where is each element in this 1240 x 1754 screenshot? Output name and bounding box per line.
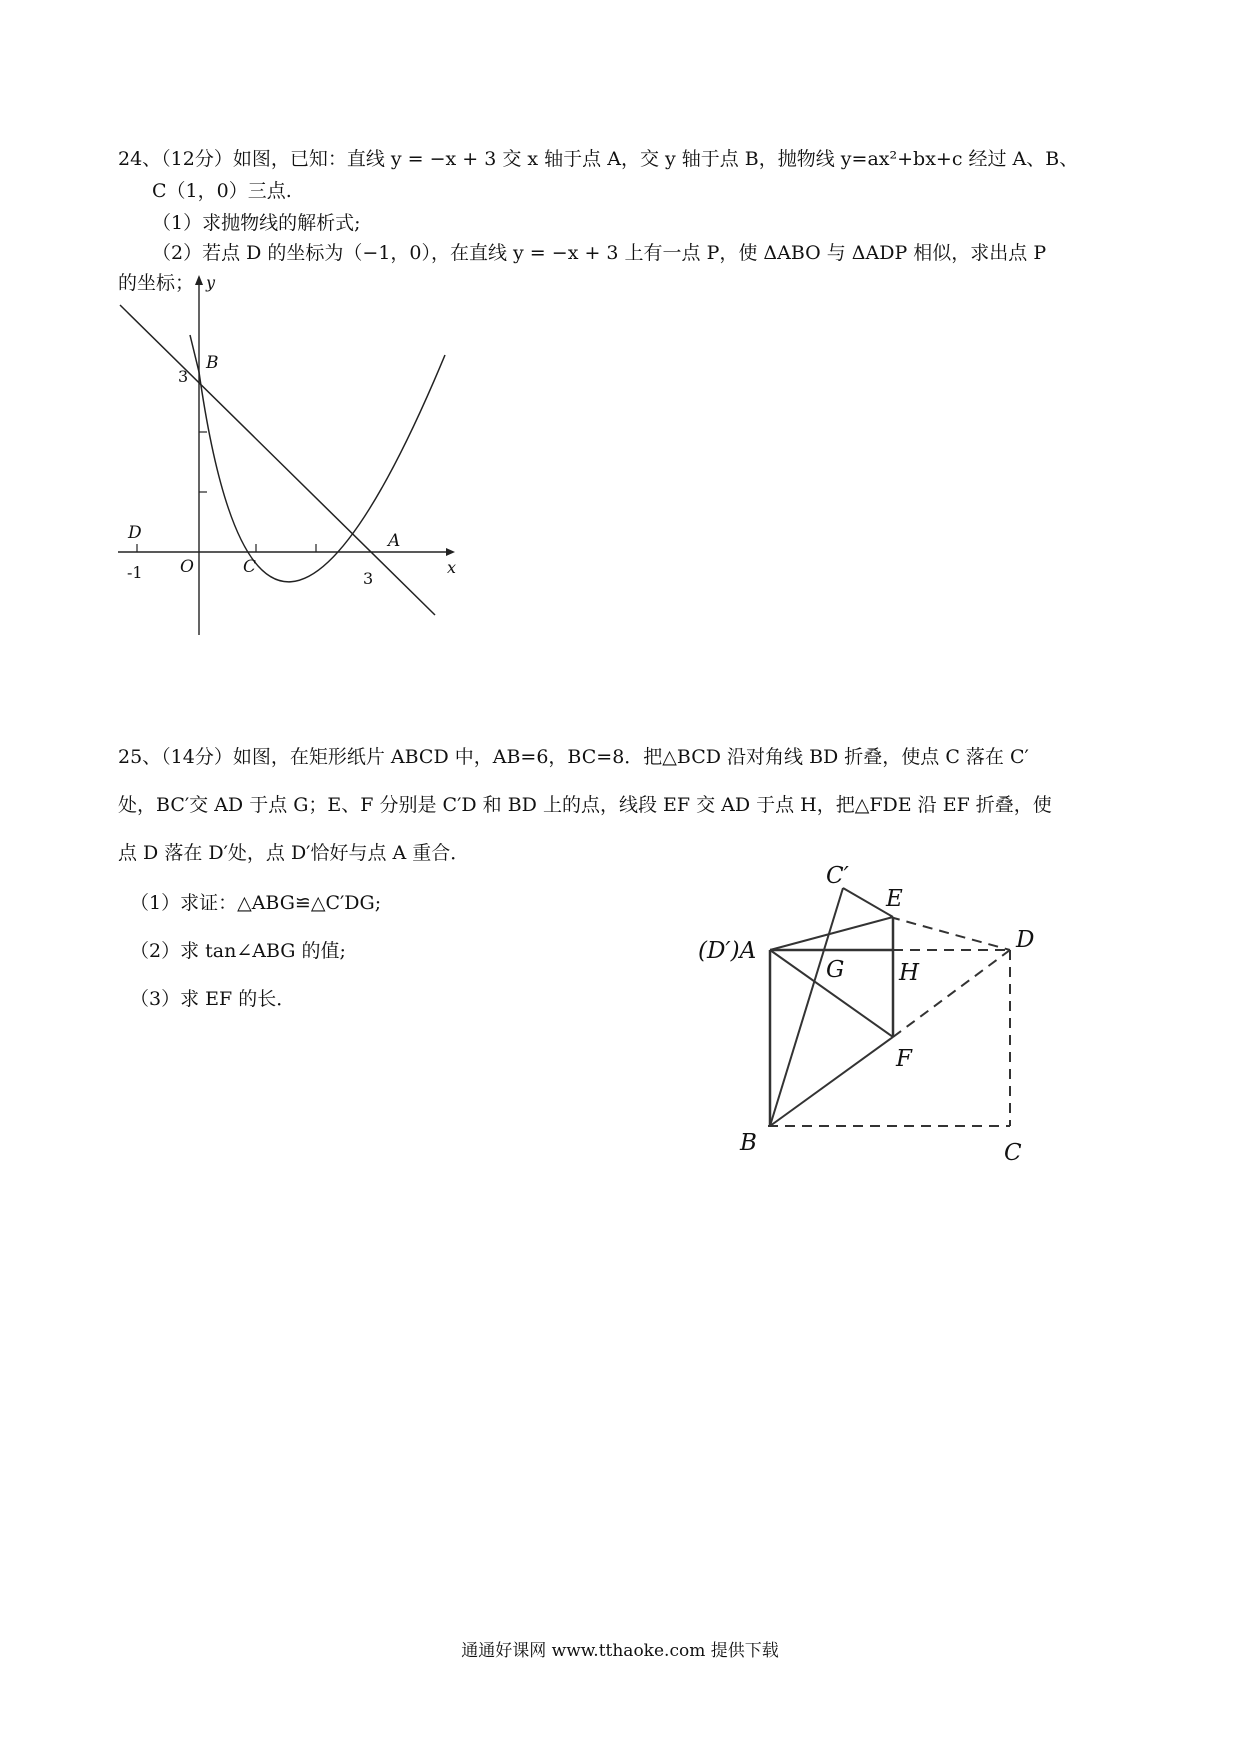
label-E: E: [886, 886, 903, 912]
label-y: y: [206, 273, 216, 292]
q25-part3: （3）求 EF 的长．: [130, 988, 296, 1010]
label-B: B: [740, 1130, 757, 1156]
label-D: D: [128, 523, 142, 543]
footer: 通通好课网 www.tthaoke.com 提供下载: [461, 1641, 779, 1661]
tick-3x: 3: [363, 569, 374, 588]
label-O: O: [180, 557, 194, 577]
q24-part2: （2）若点 D 的坐标为（−1，0），在直线 y = −x + 3 上有一点 P，使 ΔABO 与 ΔADP 相似，求出点 P: [152, 242, 1047, 264]
tick-3y: 3: [178, 367, 189, 386]
label-A: A: [388, 531, 401, 551]
seg-BF: [770, 1037, 893, 1126]
label-H: H: [899, 960, 920, 986]
q25-part2: （2）求 tan∠ABG 的值;: [130, 940, 346, 962]
q24-part1: （1）求抛物线的解析式;: [152, 212, 361, 234]
label-G: G: [826, 957, 845, 983]
q25-line1: 25、（14分）如图，在矩形纸片 ABCD 中，AB=6，BC=8．把△BCD 沿对角线 BD 折叠，使点 C 落在 C′: [118, 746, 1029, 768]
label-F: F: [896, 1046, 912, 1072]
q25-part1: （1）求证：△ABG≌△C′DG;: [130, 892, 382, 914]
label-C: C: [243, 557, 257, 577]
label-Cp: C′: [826, 863, 849, 889]
seg-AE: [770, 917, 893, 950]
label-C: C: [1004, 1140, 1022, 1166]
label-DpA: (D′)A: [698, 938, 757, 964]
q24-part2b: 的坐标；: [118, 272, 195, 294]
q24-line1: 24、（12分）如图，已知：直线 y = −x + 3 交 x 轴于点 A，交 y 轴于点 B，抛物线 y=ax²+bx+c 经过 A、B、: [118, 148, 1079, 170]
label-x: x: [447, 558, 457, 577]
seg-BCp: [770, 888, 843, 1126]
label-B: B: [206, 353, 219, 373]
q24-line2: C（1，0）三点.: [152, 180, 292, 202]
label-D: D: [1016, 927, 1035, 953]
q25-line3: 点 D 落在 D′处，点 D′恰好与点 A 重合．: [118, 842, 470, 864]
q25-line2: 处，BC′交 AD 于点 G；E、F 分别是 C′D 和 BD 上的点，线段 EF 交 AD 于点 H，把△FDE 沿 EF 折叠，使: [118, 794, 1052, 816]
tick-neg1: -1: [127, 563, 143, 582]
